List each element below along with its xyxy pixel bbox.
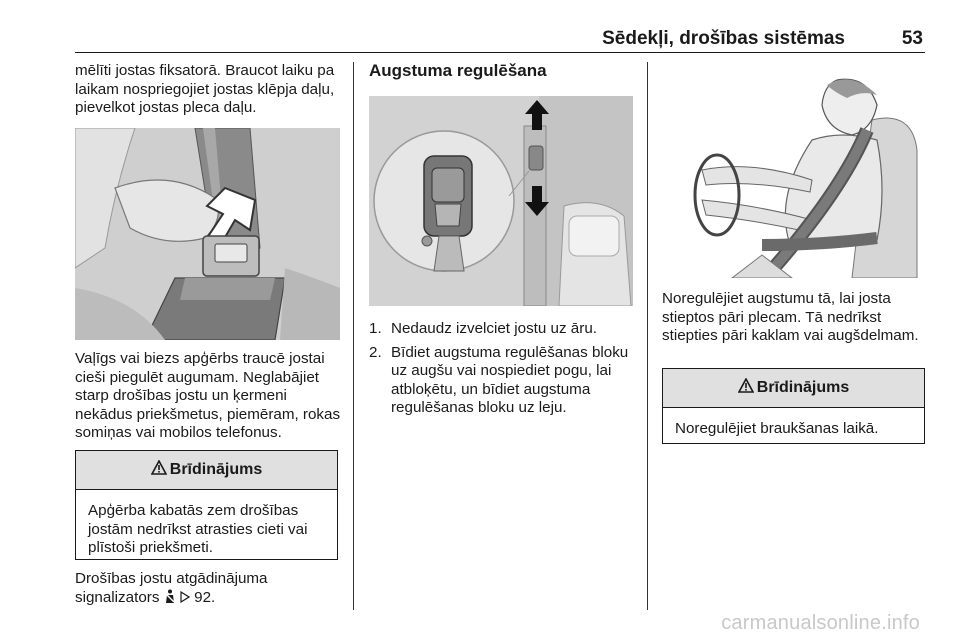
step-number: 2. [369, 343, 382, 361]
column-3 [662, 290, 924, 346]
warning-triangle-icon [738, 378, 754, 398]
column-divider-1 [353, 62, 354, 610]
warning-text: Apģērba kabatās zem drošības jostām nedrīkst atrasties cieti vai plīstoši priekšmeti. [88, 502, 308, 556]
warning-title: Brīdinājums [169, 461, 263, 478]
warning-header [663, 369, 924, 408]
warning-triangle-icon [151, 460, 167, 480]
warning-text: Noregulējiet braukšanas laikā. [675, 420, 879, 437]
page-header [75, 26, 925, 54]
column-1 [75, 62, 345, 118]
step-item [369, 344, 639, 418]
seatbelt-reminder-icon [164, 589, 176, 606]
section-heading: Augstuma regulēšana [369, 61, 547, 80]
driver-drawing [662, 70, 924, 278]
height-adjuster-illustration [369, 96, 633, 306]
step-number: 1. [369, 320, 382, 337]
page-number: 53 [901, 28, 923, 49]
step-text: Bīdiet augstuma regulēšanas bloku uz augšu vai nospiediet pogu, lai atbloķētu, un bīdiet augstuma regulēšanas bloku uz leju. [391, 343, 629, 416]
warning-header [76, 451, 337, 490]
steps-list [369, 320, 639, 418]
watermark: carmanualsonline.info [721, 612, 920, 634]
buckle-drawing [75, 128, 340, 340]
height-adjuster-drawing [369, 96, 633, 306]
column-1-lower [75, 350, 345, 443]
warning-title: Brīdinājums [756, 379, 850, 396]
buckle-illustration [75, 128, 340, 340]
step-item [369, 320, 639, 339]
warning-box-2 [662, 368, 925, 444]
driver-seatbelt-illustration [662, 70, 924, 278]
page-reference[interactable]: 92. [194, 588, 216, 606]
section-title: Sēdekļi, drošības sistēmas [602, 28, 845, 49]
warning-box-1 [75, 450, 338, 560]
page-reference-icon[interactable] [180, 589, 190, 606]
step-text: Nedaudz izvelciet jostu uz āru. [391, 320, 597, 337]
column-2 [369, 62, 639, 81]
height-paragraph: Noregulējiet augstumu tā, lai josta stieptos pāri plecam. Tā nedrīkst stiepties pāri kaklam vai augšdelmam. [662, 290, 919, 344]
column-1-footer [75, 570, 345, 607]
column-divider-2 [647, 62, 648, 610]
header-rule [75, 52, 925, 53]
reminder-paragraph [75, 570, 345, 607]
clothing-paragraph: Vaļīgs vai biezs apģērbs traucē jostai cieši piegulēt augumam. Neglabājiet starp drošības jostu un ķermeni nekādus priekšmetus, piemēram, rokas somiņas vai mobilos telefonus. [75, 350, 341, 441]
intro-paragraph: mēlīti jostas fiksatorā. Braucot laiku pa laikam nospriegojiet jostas klēpja daļu, pievelkot jostas pleca daļu. [75, 62, 335, 116]
reminder-text: Drošības jostu atgādinājuma signalizators [75, 570, 268, 606]
steps-container [369, 320, 639, 423]
